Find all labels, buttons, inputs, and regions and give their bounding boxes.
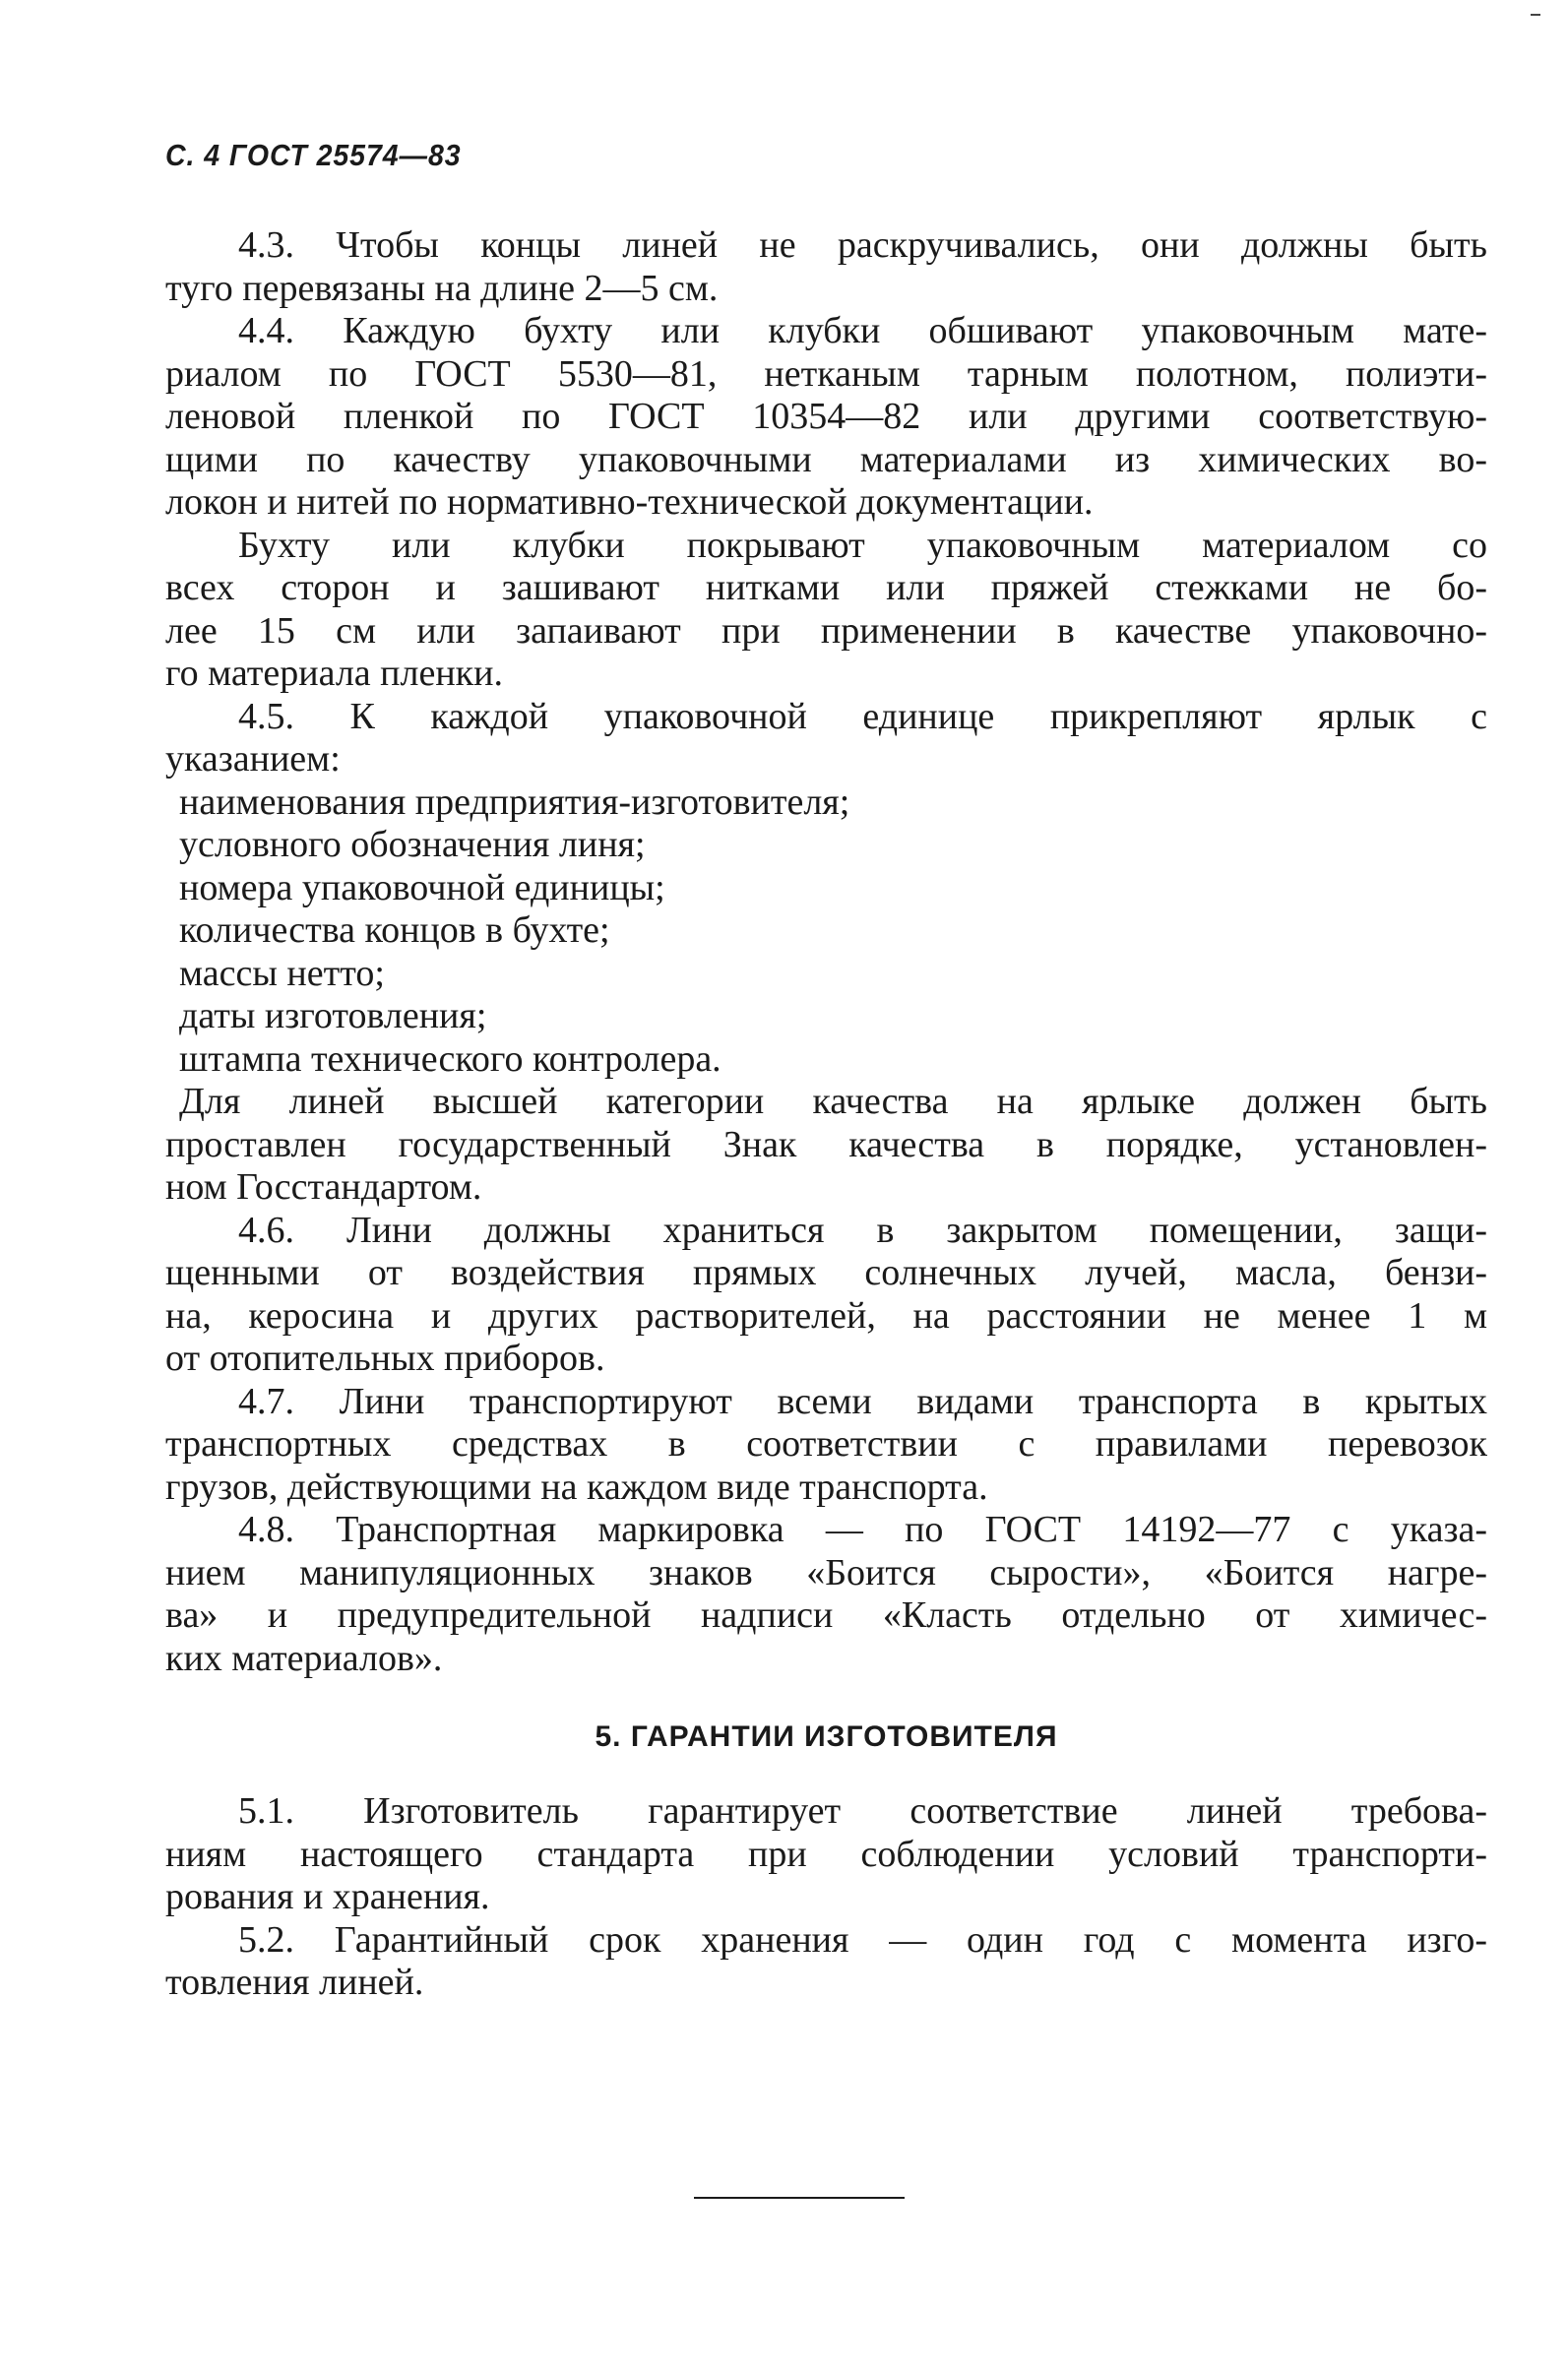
paragraph-5-2-line-1: 5.2. Гарантийный срок хранения — один год с момента изго-: [238, 1918, 1487, 1961]
list-item: массы нетто;: [179, 952, 385, 994]
paragraph-quality-mark-line-2: проставлен государственный Знак качества в порядке, установлен-: [165, 1123, 1487, 1165]
list-item: количества концов в бухте;: [179, 909, 610, 951]
paragraph-4-8-line-1: 4.8. Транспортная маркировка — по ГОСТ 14192—77 с указа-: [238, 1509, 1487, 1550]
paragraph-4-6-line-1: 4.6. Лини должны храниться в закрытом помещении, защи-: [238, 1209, 1487, 1251]
label-requirements-list: [165, 781, 1487, 1082]
paragraph-4-4b-line-3: лее 15 см или запаивают при применении в качестве упаковочно-: [165, 609, 1487, 652]
paragraph-4-4-line-5: локон и нитей по нормативно-технической документации.: [165, 481, 1094, 523]
list-item: штампа технического контролера.: [179, 1037, 721, 1080]
paragraph-4-4b-line-4: го материала пленки.: [165, 653, 503, 694]
paragraph-5-1-line-1: 5.1. Изготовитель гарантирует соответствие линей требова-: [238, 1790, 1487, 1832]
paragraph-4-4-line-2: риалом по ГОСТ 5530—81, нетканым тарным полотном, полиэти-: [165, 352, 1487, 395]
paragraph-4-7-line-3: грузов, действующими на каждом виде транспорта.: [165, 1466, 988, 1508]
paragraph-4-4-line-4: щими по качеству упаковочными материалами из химических во-: [165, 438, 1487, 480]
paragraph-5-1-line-3: рования и хранения.: [165, 1876, 490, 1917]
document-body: [165, 224, 1487, 2005]
list-item: условного обозначения линя;: [179, 824, 646, 865]
paragraph-4-6-line-3: на, керосина и других растворителей, на расстоянии не менее 1 м: [165, 1294, 1487, 1337]
paragraph-4-5-line-2: указанием:: [165, 738, 341, 780]
list-item: наименования предприятия-изготовителя;: [179, 781, 850, 823]
scan-mark: [1531, 14, 1540, 16]
section-5-title: 5. ГАРАНТИИ ИЗГОТОВИТЕЛЯ: [595, 1720, 1058, 1753]
paragraph-4-4b-line-1: Бухту или клубки покрывают упаковочным материалом со: [238, 524, 1487, 566]
list-item: номера упаковочной единицы;: [179, 866, 665, 908]
running-head: С. 4 ГОСТ 25574—83: [165, 138, 462, 172]
paragraph-4-7-line-1: 4.7. Лини транспортируют всеми видами транспорта в крытых: [238, 1380, 1487, 1422]
paragraph-4-3-line-1: 4.3. Чтобы концы линей не раскручивались, они должны быть: [238, 224, 1487, 266]
paragraph-4-8-line-3: ва» и предупредительной надписи «Класть отдельно от химичес-: [165, 1594, 1487, 1636]
paragraph-5-2-line-2: товления линей.: [165, 1962, 424, 2003]
paragraph-4-8-line-4: ких материалов».: [165, 1637, 443, 1679]
paragraph-4-3-line-2: туго перевязаны на длине 2—5 см.: [165, 267, 719, 309]
paragraph-4-6-line-4: от отопительных приборов.: [165, 1338, 605, 1379]
list-item: даты изготовления;: [179, 995, 487, 1036]
paragraph-4-4-line-1: 4.4. Каждую бухту или клубки обшивают упаковочным мате-: [238, 310, 1487, 351]
paragraph-4-8-line-2: нием манипуляционных знаков «Боится сырости», «Боится нагре-: [165, 1551, 1487, 1593]
paragraph-quality-mark-line-1: Для линей высшей категории качества на ярлыке должен быть: [179, 1081, 1487, 1122]
end-of-text-rule: [694, 2197, 905, 2199]
paragraph-4-4b-line-2: всех сторон и зашивают нитками или пряжей стежками не бо-: [165, 567, 1487, 608]
paragraph-4-6-line-2: щенными от воздействия прямых солнечных лучей, масла, бензи-: [165, 1252, 1487, 1293]
paragraph-4-5-line-1: 4.5. К каждой упаковочной единице прикрепляют ярлык с: [238, 695, 1487, 737]
paragraph-5-1-line-2: ниям настоящего стандарта при соблюдении условий транспорти-: [165, 1833, 1487, 1875]
paragraph-quality-mark-line-3: ном Госстандартом.: [165, 1166, 482, 1208]
paragraph-4-7-line-2: транспортных средствах в соответствии с правилами перевозок: [165, 1423, 1487, 1465]
paragraph-4-4-line-3: леновой пленкой по ГОСТ 10354—82 или другими соответствую-: [165, 396, 1487, 437]
